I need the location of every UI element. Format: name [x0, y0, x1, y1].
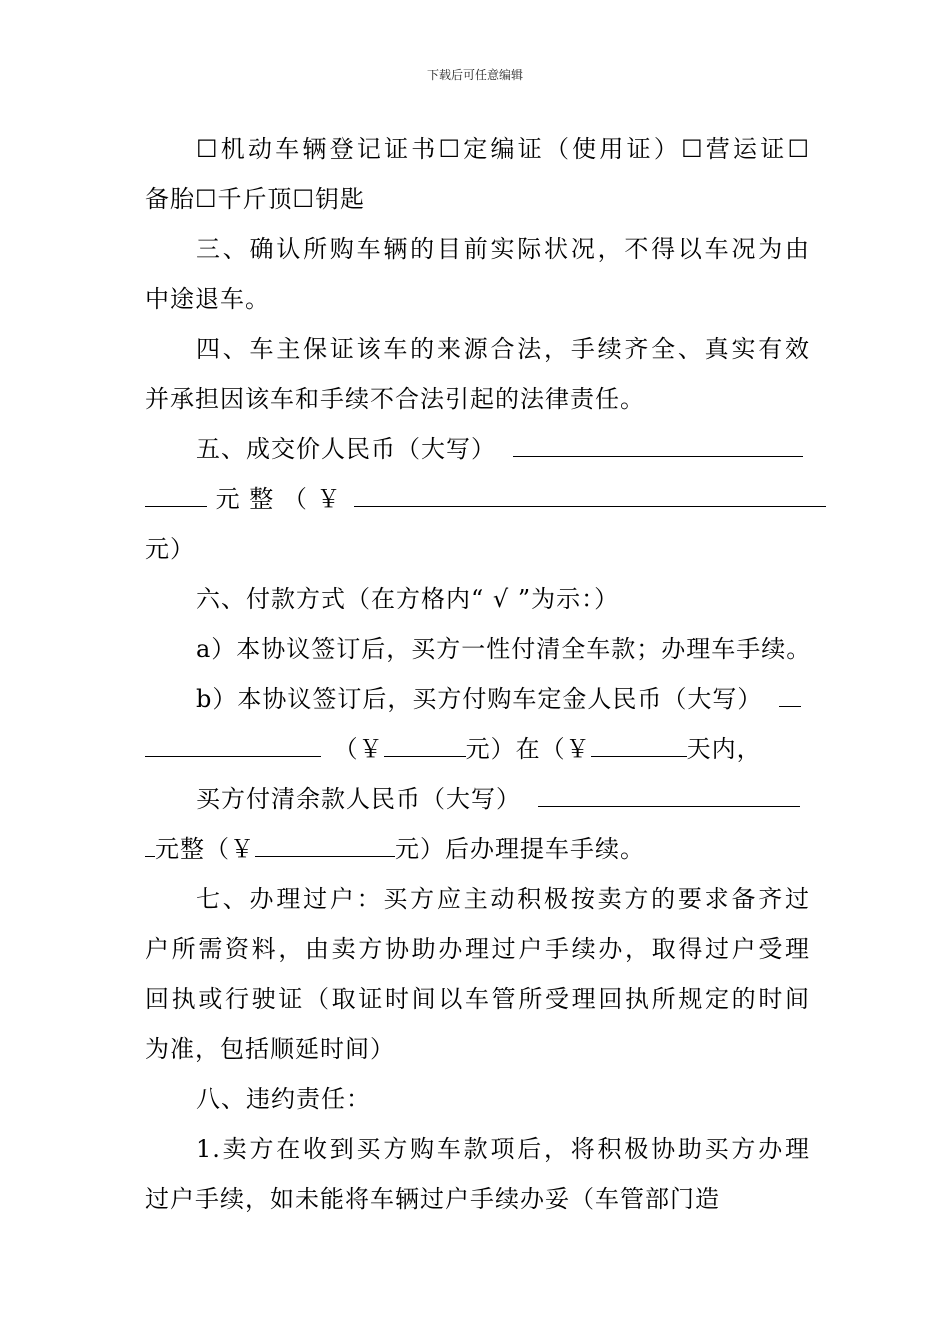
price-line-2 — [145, 484, 810, 514]
paragraph-line: 元） — [145, 535, 195, 563]
paragraph-line: 七、办理过户：买方应主动积极按卖方的要求备齐过 — [196, 885, 810, 913]
balance-yen-label: 元整（￥ — [155, 835, 255, 863]
balance-label: 买方付清余款人民币（大写） — [196, 785, 521, 813]
deposit-number-blank[interactable] — [384, 734, 466, 757]
deposit-line-1 — [196, 684, 810, 714]
section-heading: 八、违约责任： — [196, 1085, 371, 1113]
paragraph-line: 为准，包括顺延时间） — [145, 1035, 395, 1063]
deposit-amount-blank-cont[interactable] — [145, 734, 321, 757]
paragraph-line: 并承担因该车和手续不合法引起的法律责任。 — [145, 385, 645, 413]
deposit-amount-blank[interactable] — [779, 684, 801, 707]
deposit-within-label: 元）在（￥ — [465, 735, 591, 763]
price-yuan-label: 元 整 （ ￥ — [215, 485, 342, 513]
price-amount-blank[interactable] — [513, 434, 803, 457]
price-number-blank[interactable] — [354, 484, 826, 507]
price-line-1 — [196, 434, 810, 464]
balance-suffix-label: 元）后办理提车手续。 — [395, 835, 645, 863]
paragraph-line: 三、确认所购车辆的目前实际状况，不得以车况为由 — [196, 235, 810, 263]
balance-amount-blank-cont[interactable] — [145, 834, 155, 857]
balance-line-2 — [145, 834, 810, 864]
paragraph-line: 户所需资料，由卖方协助办理过户手续办，取得过户受理 — [145, 935, 810, 963]
price-amount-blank-cont[interactable] — [145, 484, 207, 507]
balance-amount-blank[interactable] — [538, 784, 800, 807]
balance-number-blank[interactable] — [255, 834, 395, 857]
balance-line-1 — [196, 784, 810, 814]
price-label: 五、成交价人民币（大写） — [196, 435, 496, 463]
paragraph-line: a）本协议签订后，买方一性付清全车款；办理车手续。 — [196, 635, 812, 663]
paragraph-line: 中途退车。 — [145, 285, 270, 313]
deposit-yen-label: （￥ — [333, 735, 384, 763]
deposit-days-label: 天内， — [686, 735, 762, 763]
paragraph-line: 1.卖方在收到买方购车款项后，将积极协助买方办理 — [196, 1135, 810, 1163]
deposit-line-2 — [145, 734, 810, 764]
paragraph-line: ☐机动车辆登记证书☐定编证（使用证）☐营运证☐ — [196, 135, 810, 163]
paragraph-line: 回执或行驶证（取证时间以车管所受理回执所规定的时间 — [145, 985, 810, 1013]
paragraph-line: 六、付款方式（在方格内“ √ ”为示：） — [196, 585, 620, 613]
deposit-days-blank[interactable] — [591, 734, 687, 757]
deposit-label: b）本协议签订后，买方付购车定金人民币（大写） — [196, 685, 763, 713]
paragraph-line: 过户手续，如未能将车辆过户手续办妥（车管部门造 — [145, 1185, 720, 1213]
paragraph-line: 四、车主保证该车的来源合法，手续齐全、真实有效 — [196, 335, 810, 363]
paragraph-line: 备胎☐千斤顶☐钥匙 — [145, 185, 366, 213]
page-header: 下载后可任意编辑 — [426, 68, 523, 82]
